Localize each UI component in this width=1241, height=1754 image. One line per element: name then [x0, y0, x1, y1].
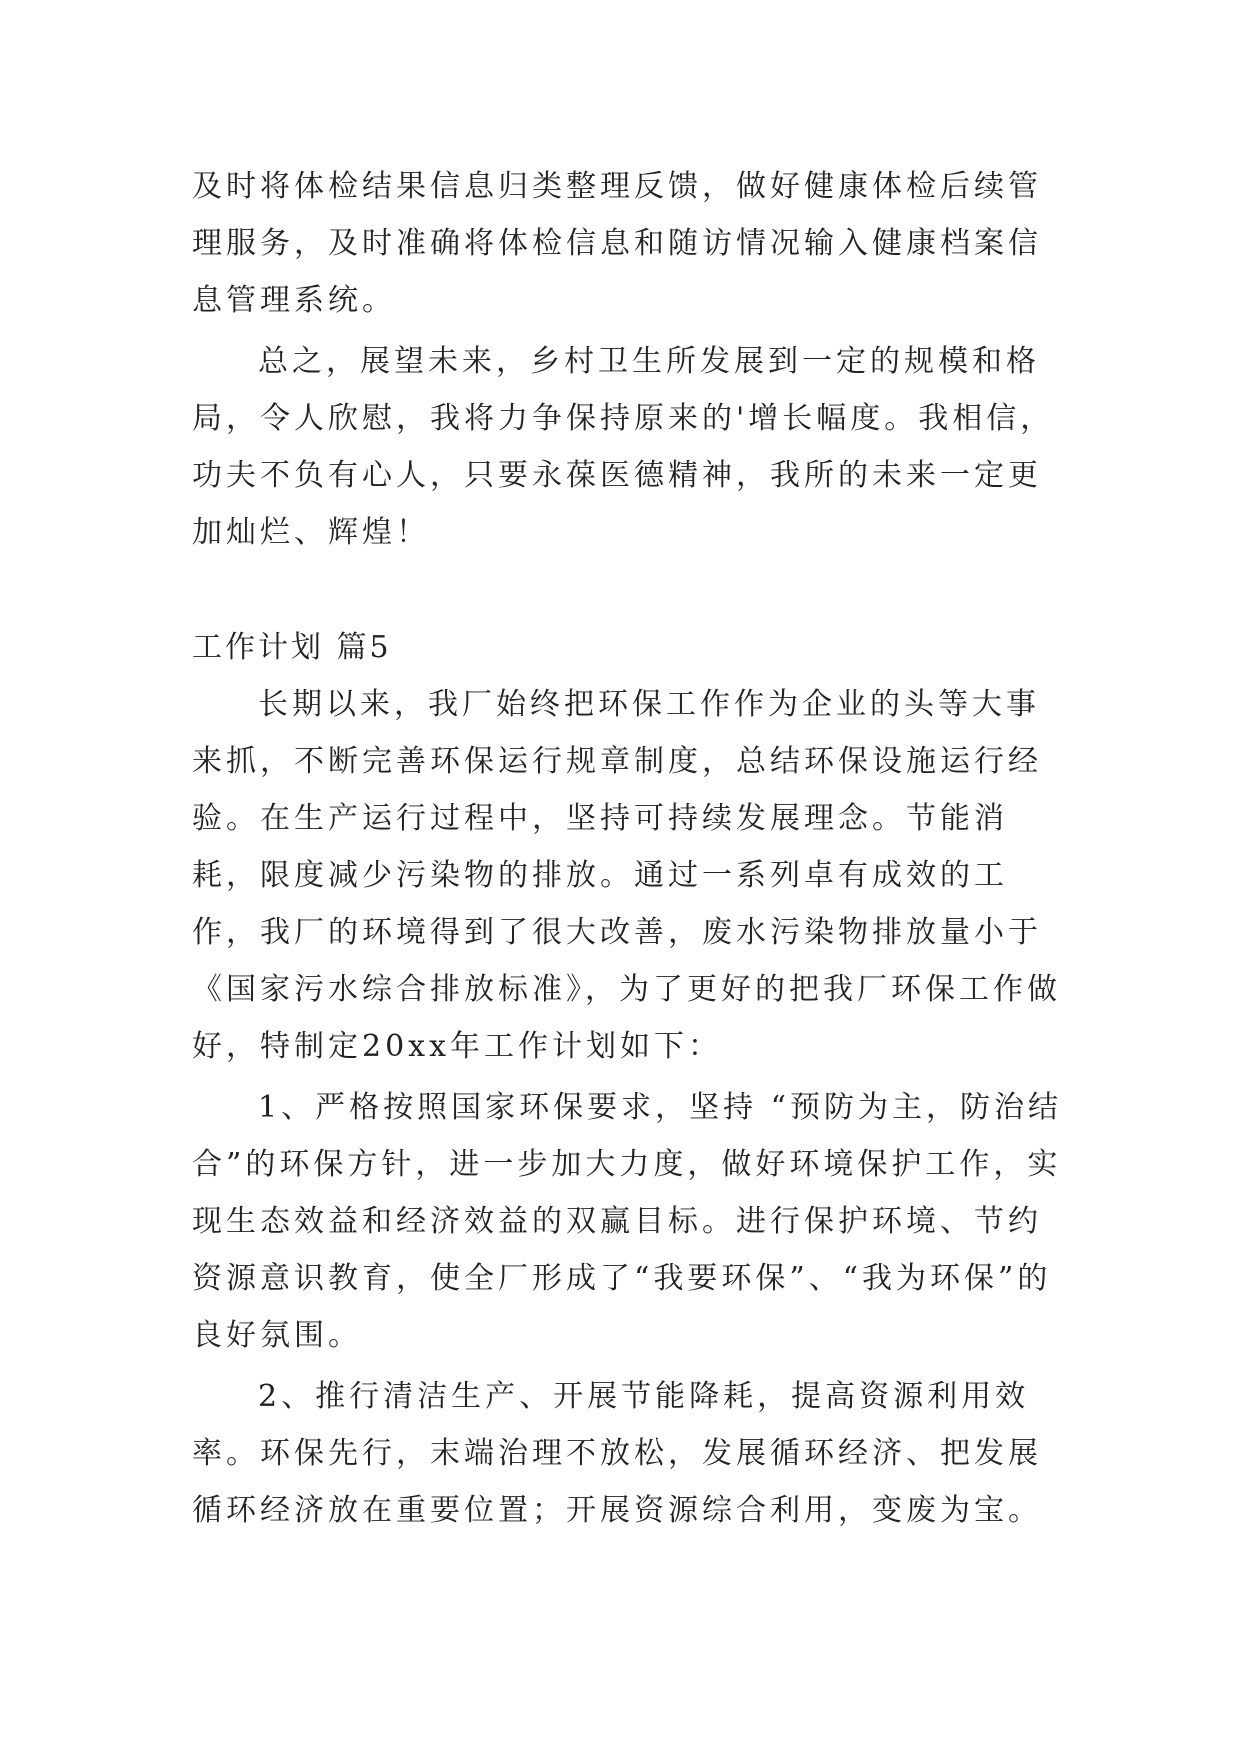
- section-heading: 工作计划 篇5: [192, 630, 392, 665]
- paragraph-conclusion: 总之，展望未来，乡村卫生所发展到一定的规模和格局，令人欣慰，我将力争保持原来的'增长幅度。我相信，功夫不负有心人，只要永葆医德精神，我所的未来一定更加灿烂、辉煌！: [192, 344, 1055, 550]
- paragraph-item-2: 2、推行清洁生产、开展节能降耗，提高资源利用效率。环保先行，末端治理不放松，发展循环经济、把发展循环经济放在重要位置；开展资源综合利用，变废为宝。: [192, 1379, 1042, 1528]
- paragraph-intro: 长期以来，我厂始终把环保工作作为企业的头等大事来抓，不断完善环保运行规章制度，总结环保设施运行经验。在生产运行过程中，坚持可持续发展理念。节能消耗，限度减少污染物的排放。通过一系列卓有成效的工作，我厂的环境得到了很大改善，废水污染物排放量小于《国家污水综合排放标准》，为了更好的把我厂环保工作做好，特制定20xx年工作计划如下：: [192, 687, 1061, 1064]
- paragraph-health-check: 及时将体检结果信息归类整理反馈，做好健康体检后续管理服务，及时准确将体检信息和随访情况输入健康档案信息管理系统。: [192, 169, 1042, 318]
- document-body: [192, 158, 1072, 1539]
- paragraph-item-1: 1、严格按照国家环保要求，坚持 “预防为主，防治结合”的环保方针，进一步加大力度，做好环境保护工作，实现生态效益和经济效益的双赢目标。进行保护环境、节约资源意识教育，使全厂形成了“我要环保”、“我为环保”的良好氛围。: [192, 1090, 1062, 1353]
